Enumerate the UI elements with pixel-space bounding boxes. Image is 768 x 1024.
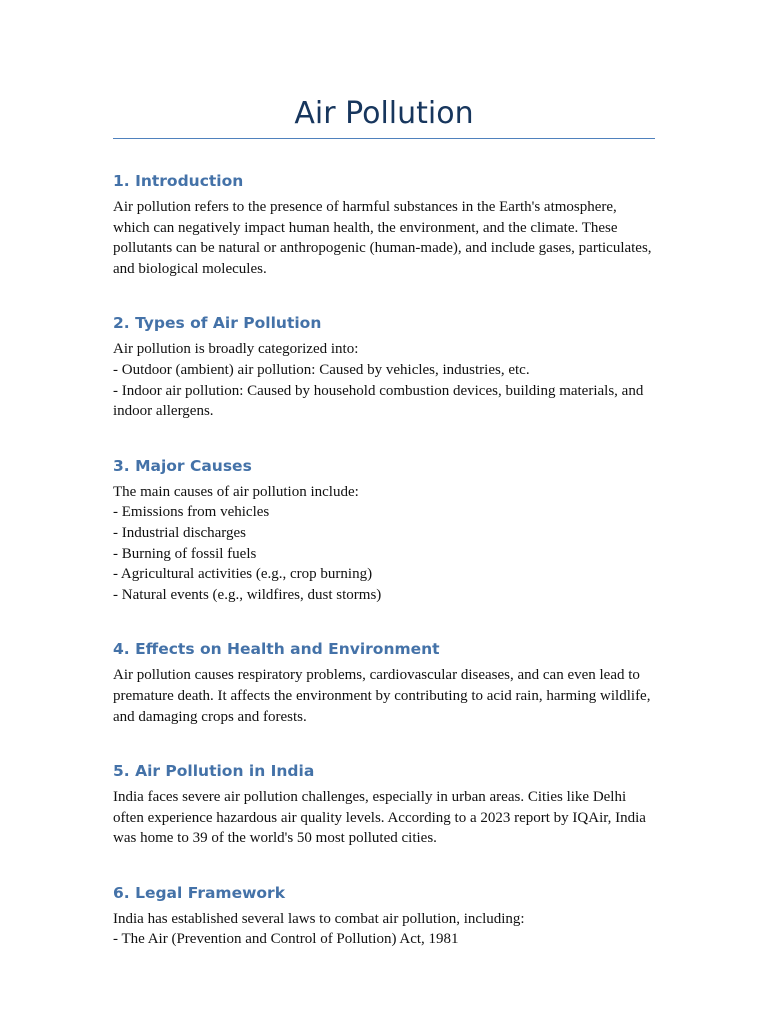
section-body xyxy=(113,665,655,727)
list-item: - Emissions from vehicles xyxy=(113,504,270,521)
section-body xyxy=(113,197,655,279)
section-effects xyxy=(113,639,655,727)
section-heading: 6. Legal Framework xyxy=(113,883,286,902)
section-heading: 3. Major Causes xyxy=(113,456,252,475)
section-heading: 4. Effects on Health and Environment xyxy=(113,640,440,659)
section-legal-framework xyxy=(113,883,655,950)
document-title: Air Pollution xyxy=(113,0,655,139)
list-item: - Indoor air pollution: Caused by household combustion devices, building materials, and xyxy=(113,382,644,399)
text-line: often experience hazardous air quality levels. According to a 2023 report by IQAir, India xyxy=(113,809,646,826)
text-line: was home to 39 of the world's 50 most polluted cities. xyxy=(113,830,437,847)
section-introduction xyxy=(113,171,655,279)
section-body xyxy=(113,909,655,950)
list-item: - Agricultural activities (e.g., crop burning) xyxy=(113,566,373,583)
section-heading: 2. Types of Air Pollution xyxy=(113,314,322,333)
text-line: pollutants can be natural or anthropogenic (human-made), and include gases, particulates, xyxy=(113,240,652,257)
list-item: - Outdoor (ambient) air pollution: Caused by vehicles, industries, etc. xyxy=(113,361,530,378)
section-types xyxy=(113,313,655,421)
text-line: The main causes of air pollution include: xyxy=(113,483,359,500)
list-item: - Burning of fossil fuels xyxy=(113,545,257,562)
section-body xyxy=(113,787,655,849)
text-line: and biological molecules. xyxy=(113,260,267,277)
text-line: which can negatively impact human health, the environment, and the climate. These xyxy=(113,219,618,236)
text-line: India has established several laws to combat air pollution, including: xyxy=(113,910,525,927)
list-item: - Industrial discharges xyxy=(113,524,247,541)
section-body xyxy=(113,482,655,606)
section-body xyxy=(113,339,655,421)
section-india xyxy=(113,761,655,849)
text-line: Air pollution refers to the presence of harmful substances in the Earth's atmosphere, xyxy=(113,199,617,215)
text-line: Air pollution is broadly categorized into: xyxy=(113,341,359,358)
section-major-causes xyxy=(113,456,655,606)
list-item: - Natural events (e.g., wildfires, dust storms) xyxy=(113,586,382,603)
document-page xyxy=(113,0,655,950)
section-heading: 5. Air Pollution in India xyxy=(113,762,315,781)
text-line: India faces severe air pollution challenges, especially in urban areas. Cities like Delhi xyxy=(113,789,627,806)
text-line: and damaging crops and forests. xyxy=(113,708,307,725)
list-item: - The Air (Prevention and Control of Pollution) Act, 1981 xyxy=(113,931,459,948)
section-heading: 1. Introduction xyxy=(113,172,244,190)
text-line: indoor allergens. xyxy=(113,403,214,420)
text-line: premature death. It affects the environment by contributing to acid rain, harming wildlife, xyxy=(113,687,651,704)
text-line: Air pollution causes respiratory problems, cardiovascular diseases, and can even lead to xyxy=(113,667,640,684)
